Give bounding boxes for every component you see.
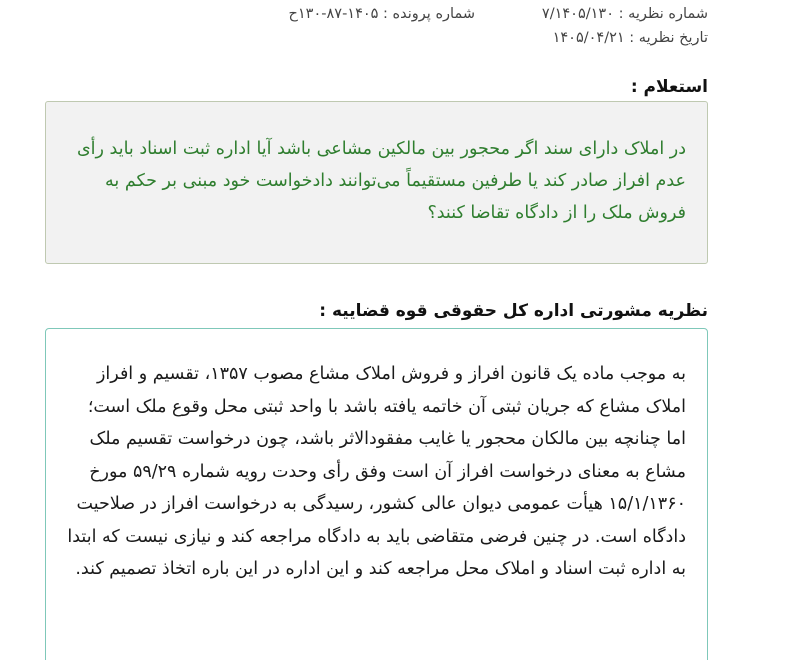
opinion-number: شماره نظریه : ۷/۱۴۰۵/۱۳۰: [541, 6, 708, 22]
file-number: شماره پرونده : ۱۴۰۵-۸۷-۱۳۰ح: [288, 6, 475, 22]
inquiry-text: در املاک دارای سند اگر محجور بین مالکین مشاعی باشد آیا اداره ثبت اسناد باید رأی عدم افراز صادر کند یا طرفین مستقیماً می‌توانند دادخواست خود مبنی بر حکم به فروش ملک را از دادگاه تقاضا کنند؟: [76, 139, 686, 223]
opinion-date: تاریخ نظریه : ۱۴۰۵/۰۴/۲۱: [552, 30, 708, 46]
inquiry-box: [45, 101, 708, 264]
opinion-box: [45, 328, 708, 660]
document-header: [0, 0, 800, 60]
inquiry-title: استعلام :: [630, 77, 708, 97]
opinion-text: به موجب ماده یک قانون افراز و فروش املاک مشاع مصوب ۱۳۵۷، تقسیم و افراز املاک مشاع که جریان ثبتی آن خاتمه یافته باشد با واحد ثبتی محل وقوع ملک است؛ اما چنانچه بین مالکان محجور یا غایب مفقودالاثر باشد، چون درخواست تقسیم ملک مشاع به معنای درخواست افراز آن است وفق رأی وحدت رویه شماره ۵۹/۲۹ مورخ ۱۵/۱/۱۳۶۰ هیأت عمومی دیوان عالی کشور، رسیدگی به درخواست افراز در صلاحیت دادگاه است. در چنین فرضی متقاضی باید به دادگاه مراجعه کند و نیازی نیست که ابتدا به اداره ثبت اسناد و املاک محل مراجعه کند و این اداره در این باره اتخاذ تصمیم کند.: [67, 364, 686, 579]
opinion-title: نظریه مشورتی اداره کل حقوقی قوه قضاییه :: [319, 301, 708, 321]
